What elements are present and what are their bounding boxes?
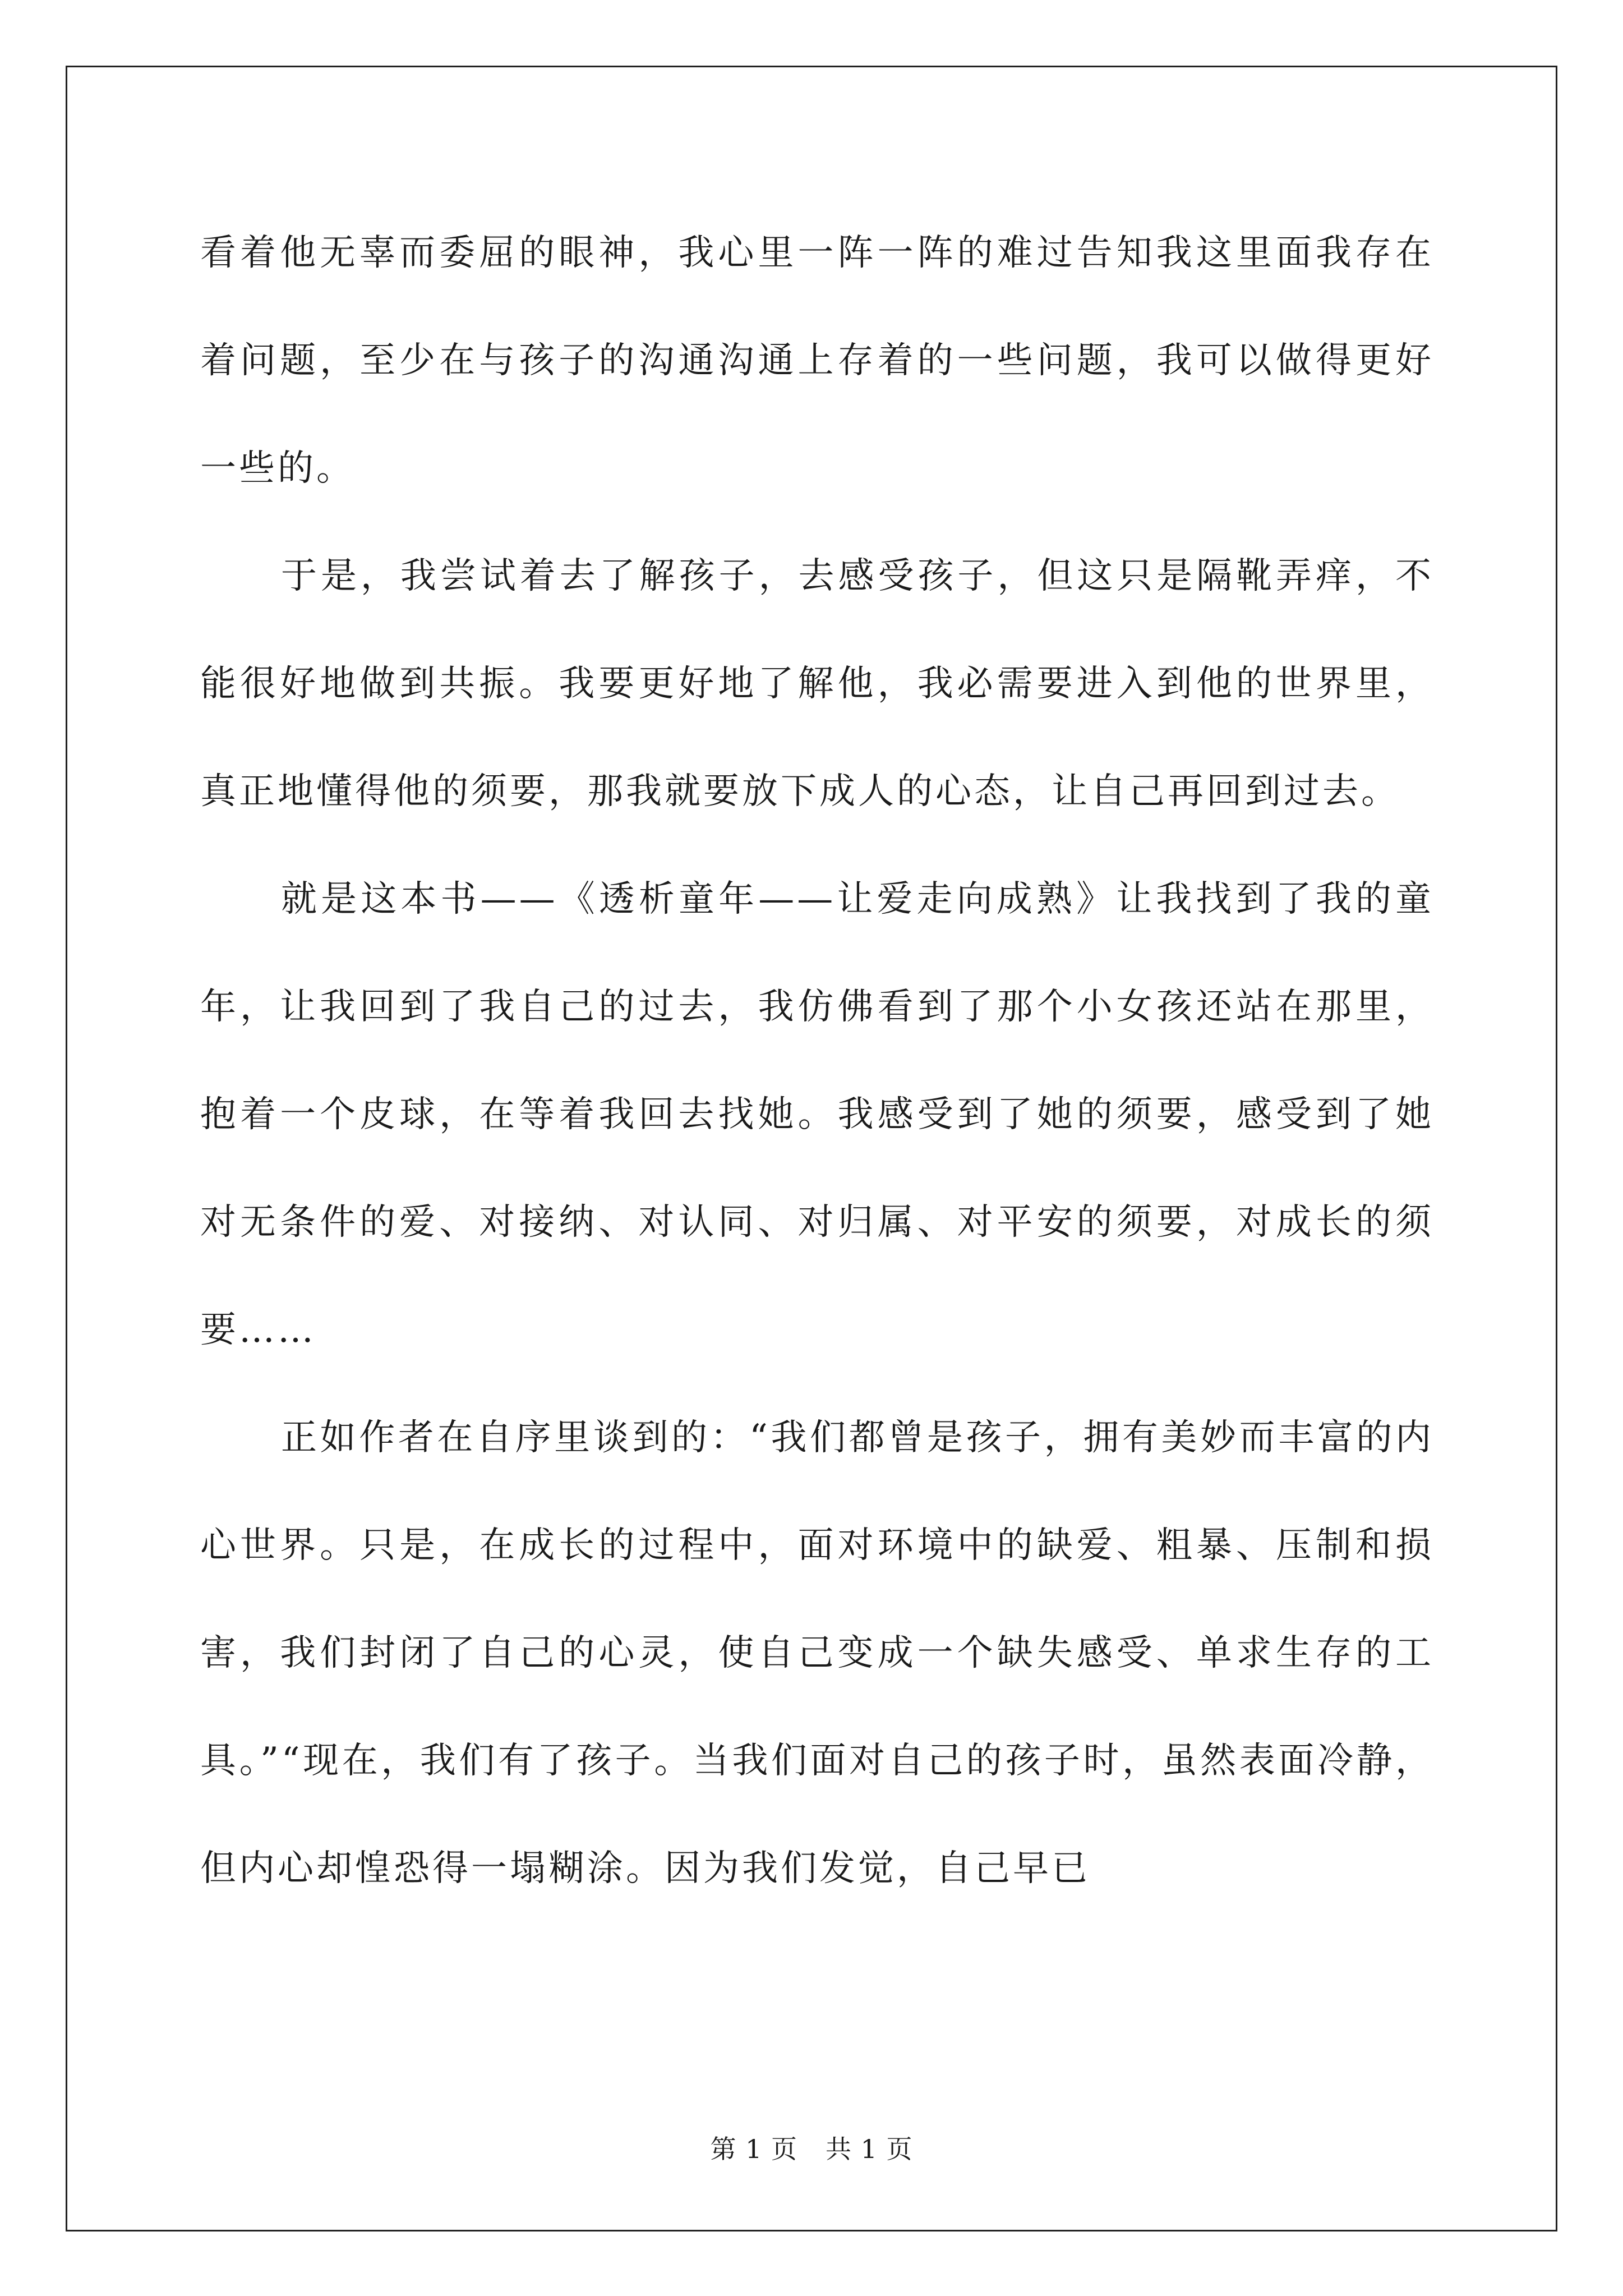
paragraph-4: 正如作者在自序里谈到的：“我们都曾是孩子，拥有美妙而丰富的内心世界。只是，在成长的过程中，面对环境中的缺爱、粗暴、压制和损害，我们封闭了自己的心灵，使自己变成一个缺失感受、单求生存的工具。”“现在，我们有了孩子。当我们面对自己的孩子时，虽然表面冷静，但内心却惶恐得一塌糊涂。因为我们发觉，自己早已 (200, 1417, 1434, 1889)
page-number: 第 1 页 (710, 2134, 797, 2164)
page-total: 共 1 页 (826, 2134, 913, 2164)
page-footer (0, 2129, 1623, 2166)
document-body (200, 199, 1434, 1922)
paragraph-3: 就是这本书——《透析童年——让爱走向成熟》让我找到了我的童年，让我回到了我自己的过去，我仿佛看到了那个小女孩还站在那里，抱着一个皮球，在等着我回去找她。我感受到了她的须要，感受到了她对无条件的爱、对接纳、对认同、对归属、对平安的须要，对成长的须要…… (200, 878, 1434, 1351)
paragraph-2: 于是，我尝试着去了解孩子，去感受孩子，但这只是隔靴弄痒，不能很好地做到共振。我要更好地了解他，我必需要进入到他的世界里，真正地懂得他的须要，那我就要放下成人的心态，让自己再回到过去。 (200, 555, 1434, 812)
paragraph-1: 看着他无辜而委屈的眼神，我心里一阵一阵的难过告知我这里面我存在着问题，至少在与孩子的沟通沟通上存着的一些问题，我可以做得更好一些的。 (200, 232, 1434, 489)
